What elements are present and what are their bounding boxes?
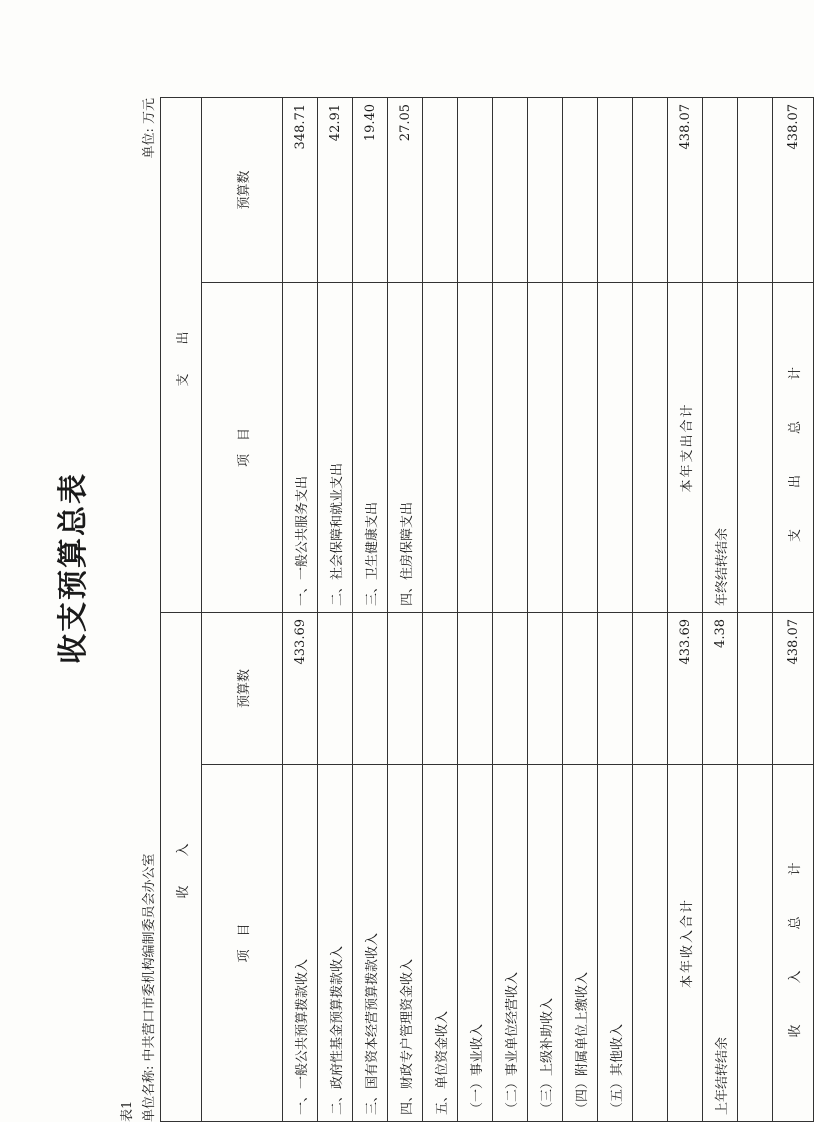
table-row (283, 97, 318, 1121)
expense-label: 年终结转结余 (703, 282, 738, 612)
expense-item: 四、住房保障支出 (388, 282, 423, 612)
header-row-group (161, 97, 202, 1121)
income-item: 五、单位资金收入 (423, 765, 458, 1122)
income-label: 收 入 总 计 (773, 765, 814, 1122)
rotated-budget-sheet (110, 98, 803, 1122)
header-row-columns (202, 97, 283, 1121)
income-item: 四、财政专户管理资金收入 (388, 765, 423, 1122)
table-row (458, 97, 493, 1121)
income-item-header: 项 目 (202, 765, 283, 1122)
expense-value: 438.07 (668, 97, 703, 282)
expense-value (703, 97, 738, 282)
expense-value (738, 97, 773, 282)
budget-table-body (161, 97, 814, 1121)
table-row (353, 97, 388, 1121)
grand-total-row (773, 97, 814, 1121)
expense-value (493, 97, 528, 282)
expense-label: 支 出 总 计 (773, 282, 814, 612)
income-label: 本年收入合计 (668, 765, 703, 1122)
expense-value (458, 97, 493, 282)
expense-item (493, 282, 528, 612)
income-item: 二、政府性基金预算拨款收入 (318, 765, 353, 1122)
blank-row (738, 97, 773, 1121)
income-item: 一、一般公共预算拨款收入 (283, 765, 318, 1122)
income-budget-header: 预算数 (202, 612, 283, 764)
income-item: （一）事业收入 (458, 765, 493, 1122)
expense-label (738, 282, 773, 612)
table-row (493, 97, 528, 1121)
expense-value (598, 97, 633, 282)
income-value (388, 612, 423, 764)
table-row (528, 97, 563, 1121)
table-number: 表1 (120, 1100, 135, 1122)
expense-item (633, 282, 668, 612)
income-value (353, 612, 388, 764)
income-value: 4.38 (703, 612, 738, 764)
income-item (633, 765, 668, 1122)
income-value: 433.69 (283, 612, 318, 764)
income-value (528, 612, 563, 764)
table-row (598, 97, 633, 1121)
expense-label: 本年支出合计 (668, 282, 703, 612)
expense-header: 支 出 (161, 97, 202, 612)
expense-value: 42.91 (318, 97, 353, 282)
expense-value: 348.71 (283, 97, 318, 282)
budget-table (160, 97, 814, 1122)
expense-value: 19.40 (353, 97, 388, 282)
table-row (318, 97, 353, 1121)
expense-item (423, 282, 458, 612)
income-item: （三）上级补助收入 (528, 765, 563, 1122)
income-value (633, 612, 668, 764)
page-title: 收支预算总表 (56, 472, 91, 664)
income-label (738, 765, 773, 1122)
income-value (563, 612, 598, 764)
income-value (318, 612, 353, 764)
expense-value: 438.07 (773, 97, 814, 282)
expense-item: 三、卫生健康支出 (353, 282, 388, 612)
income-item: （五）其他收入 (598, 765, 633, 1122)
expense-value (563, 97, 598, 282)
expense-value (423, 97, 458, 282)
subtotal-row (668, 97, 703, 1121)
currency-unit-label: 单位: 万元 (142, 98, 157, 159)
expense-item (458, 282, 493, 612)
income-value: 433.69 (668, 612, 703, 764)
expense-item: 二、社会保障和就业支出 (318, 282, 353, 612)
income-label: 上年结转结余 (703, 765, 738, 1122)
carry-over-row (703, 97, 738, 1121)
expense-item (528, 282, 563, 612)
expense-item: 一、一般公共服务支出 (283, 282, 318, 612)
table-row (633, 97, 668, 1121)
table-row (388, 97, 423, 1121)
income-value: 438.07 (773, 612, 814, 764)
expense-value: 27.05 (388, 97, 423, 282)
expense-value (528, 97, 563, 282)
table-row (423, 97, 458, 1121)
income-value (738, 612, 773, 764)
expense-item (598, 282, 633, 612)
income-item: 三、国有资本经营预算拨款收入 (353, 765, 388, 1122)
income-item: （二）事业单位经营收入 (493, 765, 528, 1122)
expense-item-header: 项 目 (202, 282, 283, 612)
unit-name-label: 单位名称: 中共营口市委机构编制委员会办公室 (142, 853, 157, 1122)
income-value (598, 612, 633, 764)
income-value (493, 612, 528, 764)
table-row (563, 97, 598, 1121)
income-header: 收 入 (161, 612, 202, 1121)
income-item: （四）附属单位上缴收入 (563, 765, 598, 1122)
expense-value (633, 97, 668, 282)
expense-item (563, 282, 598, 612)
income-value (458, 612, 493, 764)
expense-budget-header: 预算数 (202, 97, 283, 282)
income-value (423, 612, 458, 764)
